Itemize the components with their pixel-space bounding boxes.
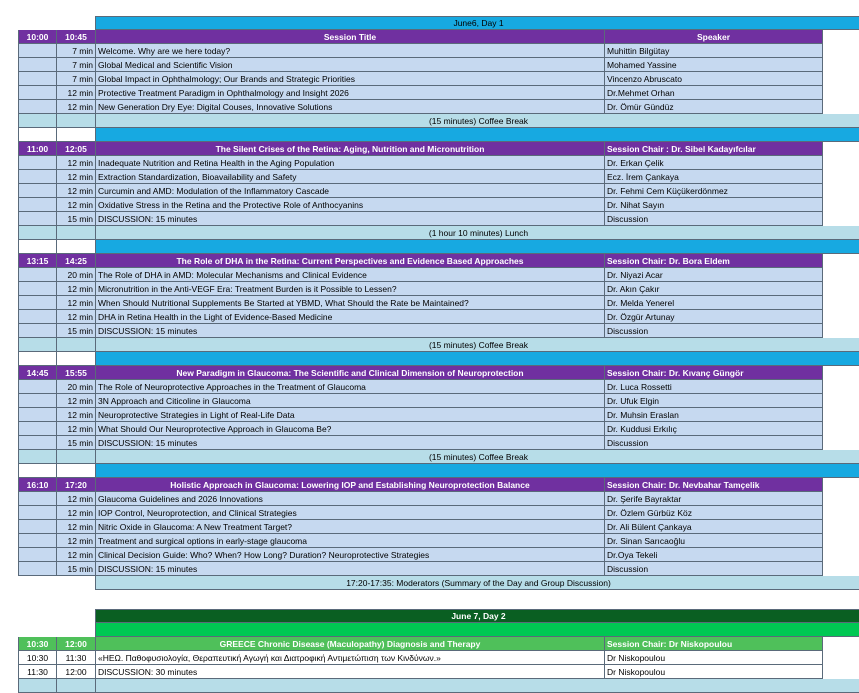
- talk-start: 11:30: [18, 665, 57, 679]
- session-title: New Paradigm in Glaucoma: The Scientific and Clinical Dimension of Neuroprotection: [96, 366, 605, 380]
- talk-duration: 12 min: [57, 310, 96, 324]
- talk-row: [18, 324, 859, 338]
- day1-title-row: [18, 16, 859, 30]
- talk-speaker: Dr. Şerife Bayraktar: [605, 492, 823, 506]
- talk-title: Global Impact in Ophthalmology; Our Brands and Strategic Priorities: [96, 72, 605, 86]
- break-label: (15 minutes) Coffee Break: [96, 450, 859, 464]
- talk-duration: 7 min: [57, 44, 96, 58]
- break-row: [18, 338, 859, 352]
- session-chair: Session Chair: Dr. Kıvanç Güngör: [605, 366, 823, 380]
- talk-row: [18, 506, 859, 520]
- session-start: 14:45: [18, 366, 57, 380]
- talk-title: Clinical Decision Guide: Who? When? How Long? Duration? Neuroprotective Strategies: [96, 548, 605, 562]
- day-title: June6, Day 1: [96, 16, 859, 30]
- talk-title: Neuroprotective Strategies in Light of Real-Life Data: [96, 408, 605, 422]
- talk-title: DISCUSSION: 15 minutes: [96, 562, 605, 576]
- talk-row: [18, 665, 859, 679]
- talk-title: Curcumin and AMD: Modulation of the Inflammatory Cascade: [96, 184, 605, 198]
- talk-speaker: Dr. Sinan Sarıcaoğlu: [605, 534, 823, 548]
- talk-title: DISCUSSION: 15 minutes: [96, 324, 605, 338]
- blank-cell: [18, 492, 57, 506]
- talk-speaker: Dr. Nihat Sayın: [605, 198, 823, 212]
- session-chair: Session Chair: Dr Niskopoulou: [605, 637, 823, 651]
- session-title: The Silent Crises of the Retina: Aging, Nutrition and Micronutrition: [96, 142, 605, 156]
- talk-duration: 12 min: [57, 198, 96, 212]
- blank-cell: [18, 170, 57, 184]
- talk-title: DISCUSSION: 30 minutes: [96, 665, 605, 679]
- break-row: [18, 114, 859, 128]
- talk-title: DHA in Retina Health in the Light of Evidence-Based Medicine: [96, 310, 605, 324]
- session-title: Holistic Approach in Glaucoma: Lowering IOP and Establishing Neuroprotection Balance: [96, 478, 605, 492]
- blank-cell: [18, 72, 57, 86]
- closing-row: [18, 576, 859, 590]
- talk-duration: 20 min: [57, 380, 96, 394]
- talk-speaker: Dr. Akın Çakır: [605, 282, 823, 296]
- session-title: GREECE Chronic Disease (Maculopathy) Diagnosis and Therapy: [96, 637, 605, 651]
- talk-duration: 15 min: [57, 436, 96, 450]
- talk-row: [18, 170, 859, 184]
- talk-row: [18, 310, 859, 324]
- talk-duration: 12 min: [57, 506, 96, 520]
- talk-speaker: Discussion: [605, 212, 823, 226]
- break-label: (1 hour 10 minutes) Lunch: [96, 226, 859, 240]
- agenda-table: [18, 16, 859, 693]
- talk-title: DISCUSSION: 15 minutes: [96, 436, 605, 450]
- talk-speaker: Discussion: [605, 436, 823, 450]
- talk-speaker: Discussion: [605, 562, 823, 576]
- talk-speaker: Dr. Fehmi Cem Küçükerdönmez: [605, 184, 823, 198]
- session-header-row: [18, 637, 859, 651]
- talk-duration: 12 min: [57, 184, 96, 198]
- talk-duration: 12 min: [57, 170, 96, 184]
- session-start: 10:30: [18, 637, 57, 651]
- talk-duration: 12 min: [57, 296, 96, 310]
- session-end: 14:25: [57, 254, 96, 268]
- talk-duration: 12 min: [57, 394, 96, 408]
- talk-duration: 12 min: [57, 422, 96, 436]
- talk-row: [18, 198, 859, 212]
- talk-row: [18, 184, 859, 198]
- talk-title: 3N Approach and Citicoline in Glaucoma: [96, 394, 605, 408]
- talk-duration: 12 min: [57, 282, 96, 296]
- blank-cell: [18, 422, 57, 436]
- column-header-title: Session Title: [96, 30, 605, 44]
- blank-cell: [18, 296, 57, 310]
- talk-title: Glaucoma Guidelines and 2026 Innovations: [96, 492, 605, 506]
- blank-cell: [18, 100, 57, 114]
- session-chair: Session Chair: Dr. Nevbahar Tamçelik: [605, 478, 823, 492]
- session-start: 11:00: [18, 142, 57, 156]
- talk-row: [18, 492, 859, 506]
- talk-duration: 15 min: [57, 562, 96, 576]
- talk-duration: 7 min: [57, 58, 96, 72]
- blank-cell: [18, 324, 57, 338]
- talk-speaker: Dr.Mehmet Orhan: [605, 86, 823, 100]
- session-title: The Role of DHA in the Retina: Current Perspectives and Evidence Based Approaches: [96, 254, 605, 268]
- talk-speaker: Muhittin Bilgütay: [605, 44, 823, 58]
- talk-speaker: Dr. Ömür Gündüz: [605, 100, 823, 114]
- talk-speaker: Dr. Ali Bülent Çankaya: [605, 520, 823, 534]
- talk-row: [18, 156, 859, 170]
- break-row: [18, 226, 859, 240]
- blank-cell: [18, 380, 57, 394]
- header-row: [18, 30, 859, 44]
- blank-cell: [18, 394, 57, 408]
- talk-speaker: Dr. Ufuk Elgin: [605, 394, 823, 408]
- talk-duration: 20 min: [57, 268, 96, 282]
- talk-title: The Role of Neuroprotective Approaches in the Treatment of Glaucoma: [96, 380, 605, 394]
- talk-end: 11:30: [57, 651, 96, 665]
- session-end: 12:05: [57, 142, 96, 156]
- talk-title: Extraction Standardization, Bioavailability and Safety: [96, 170, 605, 184]
- break-label: (15 minutes) Coffee Break: [96, 338, 859, 352]
- talk-row: [18, 394, 859, 408]
- talk-duration: 12 min: [57, 100, 96, 114]
- talk-speaker: Ecz. İrem Çankaya: [605, 170, 823, 184]
- blank-cell: [18, 562, 57, 576]
- break-row: [18, 450, 859, 464]
- talk-title: Micronutrition in the Anti-VEGF Era: Treatment Burden is it Possible to Lessen?: [96, 282, 605, 296]
- talk-duration: 12 min: [57, 520, 96, 534]
- talk-row: [18, 436, 859, 450]
- talk-speaker: Dr. Melda Yenerel: [605, 296, 823, 310]
- session-chair: Session Chair: Dr. Bora Eldem: [605, 254, 823, 268]
- talk-title: New Generation Dry Eye: Digital Couses, Innovative Solutions: [96, 100, 605, 114]
- talk-duration: 12 min: [57, 492, 96, 506]
- session-end: 12:00: [57, 637, 96, 651]
- talk-speaker: Dr Niskopoulou: [605, 651, 823, 665]
- blank-cell: [18, 184, 57, 198]
- closing-label: 17:20-17:35: Moderators (Summary of the Day and Group Discussion): [96, 576, 859, 590]
- talk-title: Global Medical and Scientific Vision: [96, 58, 605, 72]
- blank-cell: [18, 156, 57, 170]
- blank-cell: [18, 506, 57, 520]
- talk-speaker: Dr. Kuddusi Erkılıç: [605, 422, 823, 436]
- talk-title: When Should Nutritional Supplements Be Started at YBMD, What Should the Rate be Maintained?: [96, 296, 605, 310]
- session-start: 13:15: [18, 254, 57, 268]
- talk-title: «ΗΕΩ. Παθοφυσιολογία, Θεραπευτική Αγωγή και Διατροφική Αντιμετώπιση των Κινδύνων.»: [96, 651, 605, 665]
- session-start: 16:10: [18, 478, 57, 492]
- talk-row: [18, 548, 859, 562]
- talk-duration: 12 min: [57, 86, 96, 100]
- session-header-row: [18, 366, 859, 380]
- talk-row: [18, 562, 859, 576]
- talk-title: Treatment and surgical options in early-stage glaucoma: [96, 534, 605, 548]
- talk-speaker: Mohamed Yassine: [605, 58, 823, 72]
- column-header-speaker: Speaker: [605, 30, 823, 44]
- talk-title: Welcome. Why are we here today?: [96, 44, 605, 58]
- talk-title: What Should Our Neuroprotective Approach in Glaucoma Be?: [96, 422, 605, 436]
- session-end: 17:20: [57, 478, 96, 492]
- talk-speaker: Vincenzo Abruscato: [605, 72, 823, 86]
- talk-row: [18, 422, 859, 436]
- blank-cell: [18, 534, 57, 548]
- talk-duration: 15 min: [57, 324, 96, 338]
- talk-end: 12:00: [57, 665, 96, 679]
- talk-speaker: Dr. Muhsin Eraslan: [605, 408, 823, 422]
- talk-row: [18, 100, 859, 114]
- break-label: (15 minutes) Coffee Break: [96, 114, 859, 128]
- blank-cell: [18, 268, 57, 282]
- blank-cell: [18, 548, 57, 562]
- talk-row: [18, 72, 859, 86]
- blank-cell: [18, 198, 57, 212]
- talk-row: [18, 58, 859, 72]
- talk-start: 10:30: [18, 651, 57, 665]
- talk-speaker: Dr.Oya Tekeli: [605, 548, 823, 562]
- day2-title-row: [18, 609, 859, 623]
- talk-row: [18, 296, 859, 310]
- talk-title: Protective Treatment Paradigm in Ophthalmology and Insight 2026: [96, 86, 605, 100]
- day-title: June 7, Day 2: [96, 609, 859, 623]
- blank-cell: [18, 310, 57, 324]
- talk-title: Nitric Oxide in Glaucoma: A New Treatment Target?: [96, 520, 605, 534]
- session-end: 15:55: [57, 366, 96, 380]
- talk-title: Inadequate Nutrition and Retina Health in the Aging Population: [96, 156, 605, 170]
- talk-speaker: Dr Niskopoulou: [605, 665, 823, 679]
- talk-duration: 15 min: [57, 212, 96, 226]
- talk-title: Oxidative Stress in the Retina and the Protective Role of Anthocyanins: [96, 198, 605, 212]
- session-header-row: [18, 142, 859, 156]
- talk-speaker: Dr. Luca Rossetti: [605, 380, 823, 394]
- blank-cell: [18, 86, 57, 100]
- blank-cell: [18, 436, 57, 450]
- talk-duration: 12 min: [57, 548, 96, 562]
- talk-speaker: Dr. Özgür Artunay: [605, 310, 823, 324]
- talk-speaker: Dr. Özlem Gürbüz Köz: [605, 506, 823, 520]
- blank-cell: [18, 520, 57, 534]
- talk-duration: 7 min: [57, 72, 96, 86]
- talk-title: The Role of DHA in AMD: Molecular Mechanisms and Clinical Evidence: [96, 268, 605, 282]
- blank-cell: [18, 58, 57, 72]
- talk-speaker: Dr. Erkan Çelik: [605, 156, 823, 170]
- blank-cell: [18, 282, 57, 296]
- talk-row: [18, 534, 859, 548]
- talk-row: [18, 44, 859, 58]
- talk-row: [18, 212, 859, 226]
- talk-speaker: Discussion: [605, 324, 823, 338]
- talk-row: [18, 86, 859, 100]
- session-header-row: [18, 478, 859, 492]
- talk-title: IOP Control, Neuroprotection, and Clinical Strategies: [96, 506, 605, 520]
- talk-row: [18, 282, 859, 296]
- talk-row: [18, 651, 859, 665]
- talk-duration: 12 min: [57, 156, 96, 170]
- talk-duration: 12 min: [57, 408, 96, 422]
- talk-row: [18, 380, 859, 394]
- talk-row: [18, 520, 859, 534]
- blank-cell: [18, 44, 57, 58]
- session-start: 10:00: [18, 30, 57, 44]
- talk-speaker: Dr. Niyazi Acar: [605, 268, 823, 282]
- session-chair: Session Chair : Dr. Sibel Kadayıfcılar: [605, 142, 823, 156]
- talk-row: [18, 268, 859, 282]
- blank-cell: [18, 408, 57, 422]
- talk-duration: 12 min: [57, 534, 96, 548]
- talk-title: DISCUSSION: 15 minutes: [96, 212, 605, 226]
- blank-cell: [18, 212, 57, 226]
- session-header-row: [18, 254, 859, 268]
- session-end: 10:45: [57, 30, 96, 44]
- talk-row: [18, 408, 859, 422]
